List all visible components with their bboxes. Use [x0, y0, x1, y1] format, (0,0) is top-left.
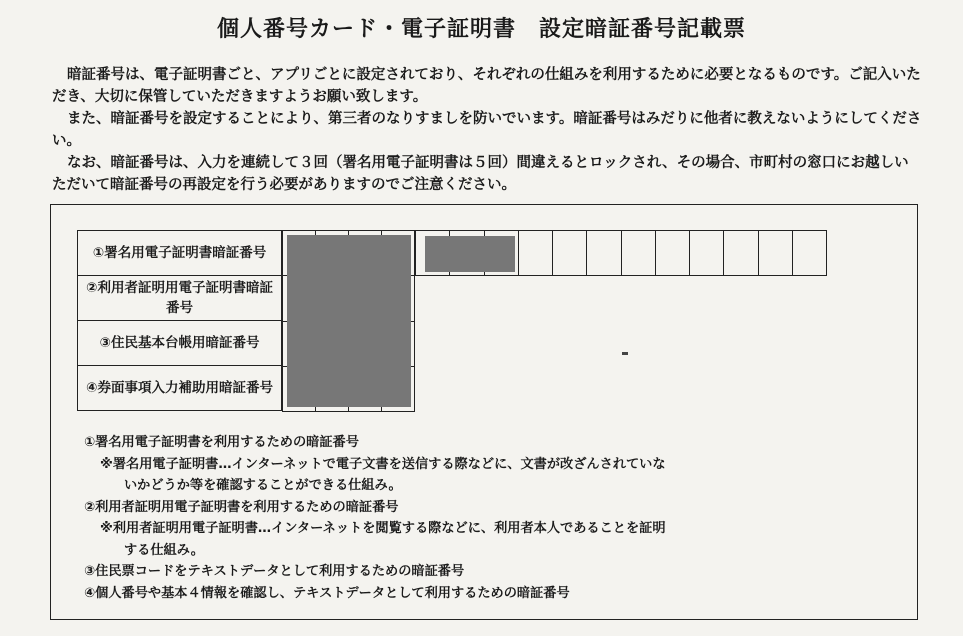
- digit-box[interactable]: [655, 231, 689, 276]
- row-label-signature: ①署名用電子証明書暗証番号: [78, 231, 282, 276]
- note-3: ③住民票コードをテキストデータとして利用するための暗証番号: [84, 564, 465, 579]
- note-2-desc: ※利用者証明用電子証明書…インターネットを閲覧する際などに、利用者本人であることを証明: [100, 521, 666, 536]
- note-1-desc: ※署名用電子証明書…インターネットで電子文書を送信する際などに、文書が改ざんされていな: [100, 456, 666, 472]
- digit-box[interactable]: [553, 231, 587, 276]
- digit-box[interactable]: [724, 231, 758, 276]
- note-2-desc-cont: する仕組み。: [124, 542, 204, 558]
- explanatory-notes: [84, 432, 884, 604]
- pin-label-table: [77, 230, 282, 411]
- redaction-block-main: [287, 235, 411, 407]
- digit-box[interactable]: [587, 231, 621, 276]
- row-label-card-info-input: ④券面事項入力補助用暗証番号: [78, 366, 282, 411]
- page-title: 個人番号カード・電子証明書 設定暗証番号記載票: [216, 17, 746, 42]
- intro-paragraph-3: なお、暗証番号は、入力を連続して３回（署名用電子証明書は５回）間違えるとロックされ、その場合、市町村の窓口にお越しいただいて暗証番号の再設定を行う必要がありますのでご注意ください。: [52, 155, 909, 193]
- digit-box[interactable]: [518, 231, 552, 276]
- digit-box[interactable]: [690, 231, 724, 276]
- digit-box[interactable]: [621, 231, 655, 276]
- intro-paragraph-2: また、暗証番号を設定することにより、第三者のなりすましを防いでいます。暗証番号はみだりに他者に教えないようにしてください。: [52, 111, 922, 149]
- row-label-user-auth: ②利用者証明用電子証明書暗証番号: [78, 276, 282, 321]
- intro-paragraph-1: 暗証番号は、電子証明書ごと、アプリごとに設定されており、それぞれの仕組みを利用するために必要となるものです。ご記入いただき、大切に保管していただきますようお願い致します。: [52, 67, 921, 105]
- note-4: ④個人番号や基本４情報を確認し、テキストデータとして利用するための暗証番号: [84, 585, 570, 601]
- digit-box[interactable]: [758, 231, 792, 276]
- note-1: ①署名用電子証明書を利用するための暗証番号: [84, 435, 359, 450]
- scan-speck: [622, 352, 628, 355]
- redaction-block-signature: [425, 236, 515, 272]
- row-label-resident-registry: ③住民基本台帳用暗証番号: [78, 321, 282, 366]
- note-2: ②利用者証明用電子証明書を利用するための暗証番号: [84, 499, 399, 515]
- note-1-desc-cont: いかどうか等を確認することができる仕組み。: [124, 478, 402, 493]
- intro-text: [52, 64, 922, 196]
- digit-box[interactable]: [792, 231, 826, 276]
